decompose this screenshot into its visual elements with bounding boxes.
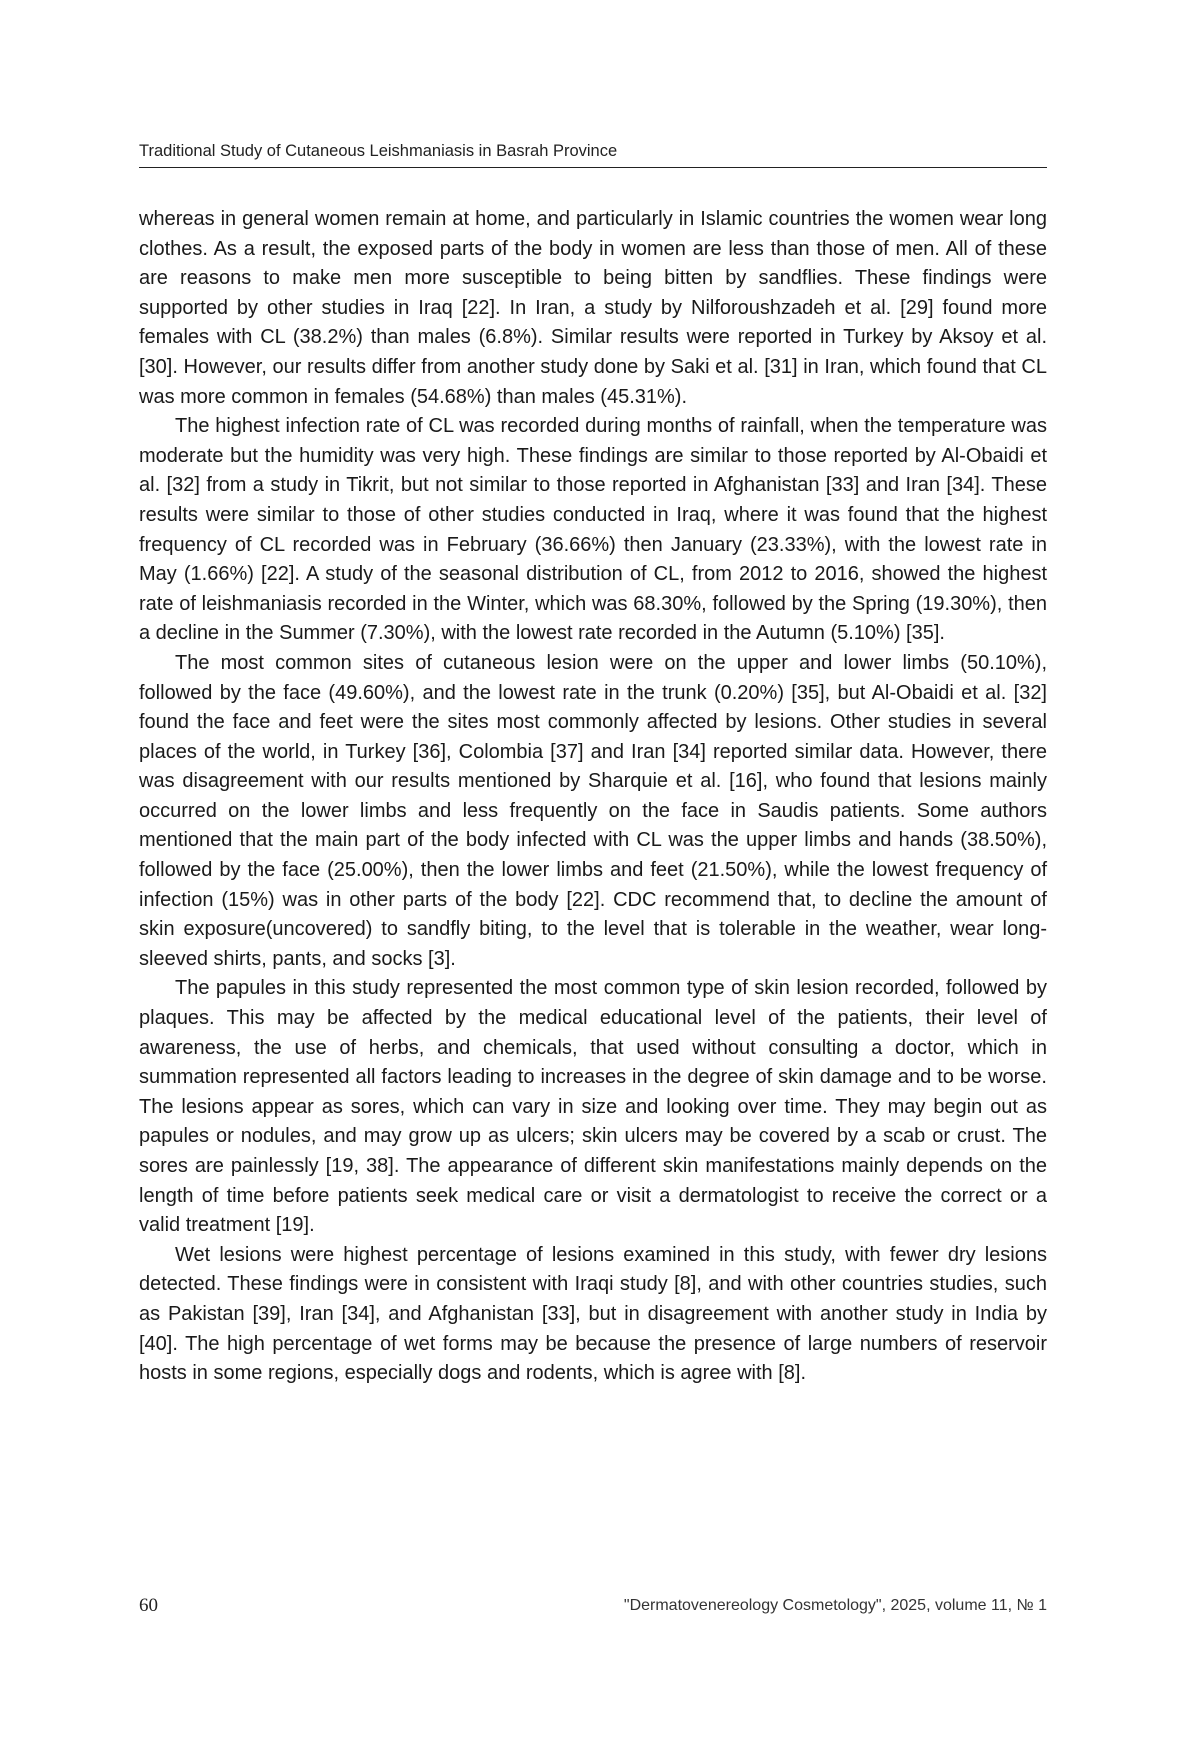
paragraph-wet-lesions: Wet lesions were highest percentage of lesions examined in this study, with fewer dry lesions detected. These findings were in consistent with Iraqi study [8], and with other countries studies, such as Pakistan [39], Iran [34], and Afghanistan [33], but in disagreement with another study in India by [40]. The high percentage of wet forms may be because the presence of large numbers of reservoir hosts in some regions, especially dogs and rodents, which is agree with [8]. bbox=[139, 1243, 1047, 1385]
page-number: 60 bbox=[139, 1595, 158, 1616]
paragraph-continued: whereas in general women remain at home, and particularly in Islamic countries the women wear long clothes. As a result, the exposed parts of the body in women are less than those of men. All of these are reasons to make men more susceptible to being bitten by sandflies. These findings were supported by other studies in Iraq [22]. In Iran, a study by Nilforoushzadeh et al. [29] found more females with CL (38.2%) than males (6.8%). Similar results were reported in Turkey by Aksoy et al. [30]. However, our results differ from another study done by Saki et al. [31] in Iran, which found that CL was more common in females (54.68%) than males (45.31%). bbox=[139, 208, 1047, 408]
article-body bbox=[139, 205, 1047, 1389]
running-title: Traditional Study of Cutaneous Leishmaniasis in Basrah Province bbox=[139, 142, 618, 160]
running-header bbox=[139, 142, 1047, 168]
paragraph-lesion-types: The papules in this study represented the most common type of skin lesion recorded, followed by plaques. This may be affected by the medical educational level of the patients, their level of awareness, the use of herbs, and chemicals, that used without consulting a doctor, which in summation represented all factors leading to increases in the degree of skin damage and to be worse. The lesions appear as sores, which can vary in size and looking over time. They may begin out as papules or nodules, and may grow up as ulcers; skin ulcers may be covered by a scab or crust. The sores are painlessly [19, 38]. The appearance of different skin manifestations mainly depends on the length of time before patients seek medical care or visit a dermatologist to receive the correct or a valid treatment [19]. bbox=[139, 977, 1047, 1237]
paragraph-lesion-sites: The most common sites of cutaneous lesion were on the upper and lower limbs (50.10%), followed by the face (49.60%), and the lowest rate in the trunk (0.20%) [35], but Al-Obaidi et al. [32] found the face and feet were the sites most commonly affected by lesions. Other studies in several places of the world, in Turkey [36], Colombia [37] and Iran [34] reported similar data. However, there was disagreement with our results mentioned by Sharquie et al. [16], who found that lesions mainly occurred on the lower limbs and less frequently on the face in Saudis patients. Some authors mentioned that the main part of the body infected with CL was the upper limbs and hands (38.50%), followed by the face (25.00%), then the lower limbs and feet (21.50%), while the lowest frequency of infection (15%) was in other parts of the body [22]. CDC recommend that, to decline the amount of skin exposure(uncovered) to sandfly biting, to the level that is tolerable in the weather, wear long-sleeved shirts, pants, and socks [3]. bbox=[139, 651, 1047, 970]
journal-citation: "Dermatovenereology Cosmetology", 2025, volume 11, № 1 bbox=[623, 1597, 1047, 1614]
paragraph-infection-season: The highest infection rate of CL was recorded during months of rainfall, when the temperature was moderate but the humidity was very high. These findings are similar to those reported by Al-Obaidi et al. [32] from a study in Tikrit, but not similar to those reported in Afghanistan [33] and Iran [34]. These results were similar to those of other studies conducted in Iraq, where it was found that the highest frequency of CL recorded was in February (36.66%) then January (23.33%), with the lowest rate in May (1.66%) [22]. A study of the seasonal distribution of CL, from 2012 to 2016, showed the highest rate of leishmaniasis recorded in the Winter, which was 68.30%, followed by the Spring (19.30%), then a decline in the Summer (7.30%), with the lowest rate recorded in the Autumn (5.10%) [35]. bbox=[139, 415, 1047, 645]
